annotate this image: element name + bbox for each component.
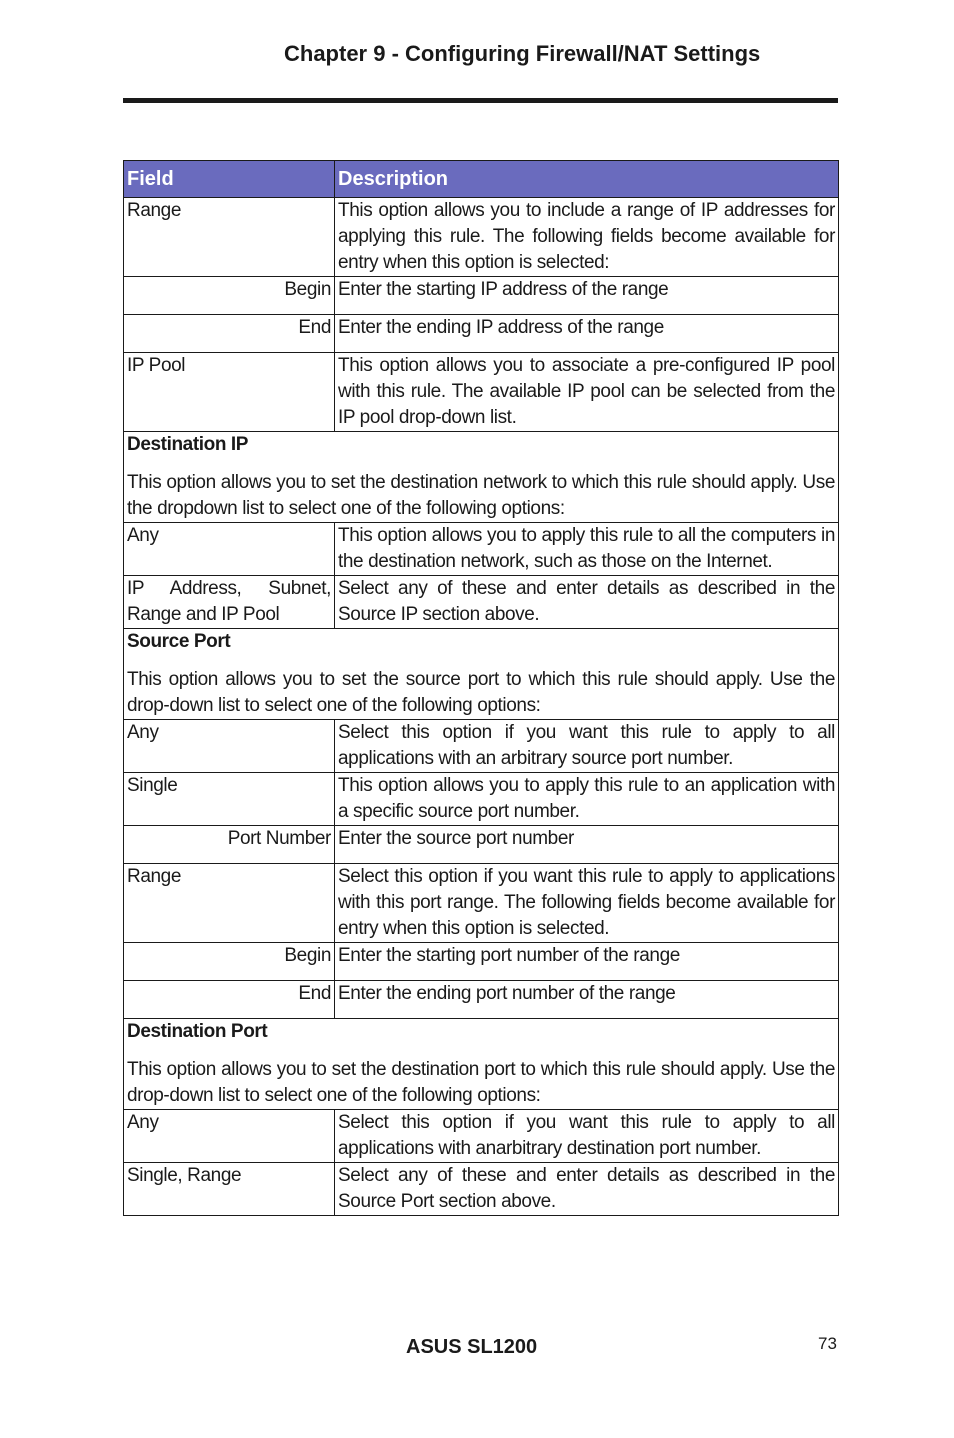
section-row-source-port <box>124 629 839 720</box>
section-title: Destination Port <box>127 1021 268 1042</box>
description-cell: This option allows you to apply this rule to an application with a specific source port number. <box>335 773 839 826</box>
field-cell: Any <box>124 523 335 576</box>
chapter-title: Chapter 9 - Configuring Firewall/NAT Settings <box>284 41 761 66</box>
page-number: 73 <box>818 1334 837 1353</box>
field-cell: Range <box>124 198 335 277</box>
field-cell: Single, Range <box>124 1163 335 1216</box>
section-title: Source Port <box>127 631 231 652</box>
field-cell: Range <box>124 864 335 943</box>
description-cell: Select this option if you want this rule to apply to all applications with anarbitrary destination port number. <box>335 1110 839 1163</box>
section-cell <box>124 629 839 720</box>
table-row <box>124 864 839 943</box>
field-cell: Begin <box>124 943 335 981</box>
description-cell: Enter the ending IP address of the range <box>335 315 839 353</box>
table-row <box>124 277 839 315</box>
header-rule <box>123 98 838 103</box>
section-cell <box>124 1019 839 1110</box>
table-row <box>124 1110 839 1163</box>
section-row-destination-ip <box>124 432 839 523</box>
field-column-header: Field <box>124 161 335 198</box>
field-cell: IP Address, Subnet, Range and IP Pool <box>124 576 335 629</box>
description-cell: Select any of these and enter details as described in the Source IP section above. <box>335 576 839 629</box>
table-row <box>124 773 839 826</box>
field-cell: End <box>124 981 335 1019</box>
table-header-row <box>124 161 839 198</box>
table-row <box>124 981 839 1019</box>
description-column-header: Description <box>335 161 839 198</box>
table-row <box>124 523 839 576</box>
section-cell <box>124 432 839 523</box>
description-cell: Enter the source port number <box>335 826 839 864</box>
table-row <box>124 198 839 277</box>
table-row <box>124 315 839 353</box>
section-title: Destination IP <box>127 434 249 455</box>
section-description: This option allows you to set the destination network to which this rule should apply. Use the dropdown list to select one of the following options: <box>127 472 835 519</box>
description-cell: Select this option if you want this rule to apply to applications with this port range. The following fields become available for entry when this option is selected. <box>335 864 839 943</box>
section-description: This option allows you to set the destination port to which this rule should apply. Use the drop-down list to select one of the following options: <box>127 1059 835 1106</box>
section-row-destination-port <box>124 1019 839 1110</box>
field-cell: IP Pool <box>124 353 335 432</box>
field-description-table <box>123 160 839 1216</box>
table-row <box>124 943 839 981</box>
field-cell: Begin <box>124 277 335 315</box>
description-cell: This option allows you to apply this rule to all the computers in the destination network, such as those on the Internet. <box>335 523 839 576</box>
field-cell: Any <box>124 720 335 773</box>
description-cell: This option allows you to include a range of IP addresses for applying this rule. The following fields become available for entry when this option is selected: <box>335 198 839 277</box>
table-row <box>124 826 839 864</box>
field-cell: End <box>124 315 335 353</box>
description-cell: Select this option if you want this rule to apply to all applications with an arbitrary source port number. <box>335 720 839 773</box>
field-cell: Port Number <box>124 826 335 864</box>
table-row <box>124 1163 839 1216</box>
description-cell: Enter the ending port number of the range <box>335 981 839 1019</box>
table-row <box>124 720 839 773</box>
description-cell: This option allows you to associate a pre-configured IP pool with this rule. The available IP pool can be selected from the IP pool drop-down list. <box>335 353 839 432</box>
table-row <box>124 353 839 432</box>
table-row <box>124 576 839 629</box>
field-cell: Single <box>124 773 335 826</box>
product-name: ASUS SL1200 <box>406 1336 538 1358</box>
description-cell: Select any of these and enter details as described in the Source Port section above. <box>335 1163 839 1216</box>
description-cell: Enter the starting port number of the range <box>335 943 839 981</box>
description-cell: Enter the starting IP address of the range <box>335 277 839 315</box>
section-description: This option allows you to set the source port to which this rule should apply. Use the drop-down list to select one of the following options: <box>127 669 835 716</box>
field-cell: Any <box>124 1110 335 1163</box>
